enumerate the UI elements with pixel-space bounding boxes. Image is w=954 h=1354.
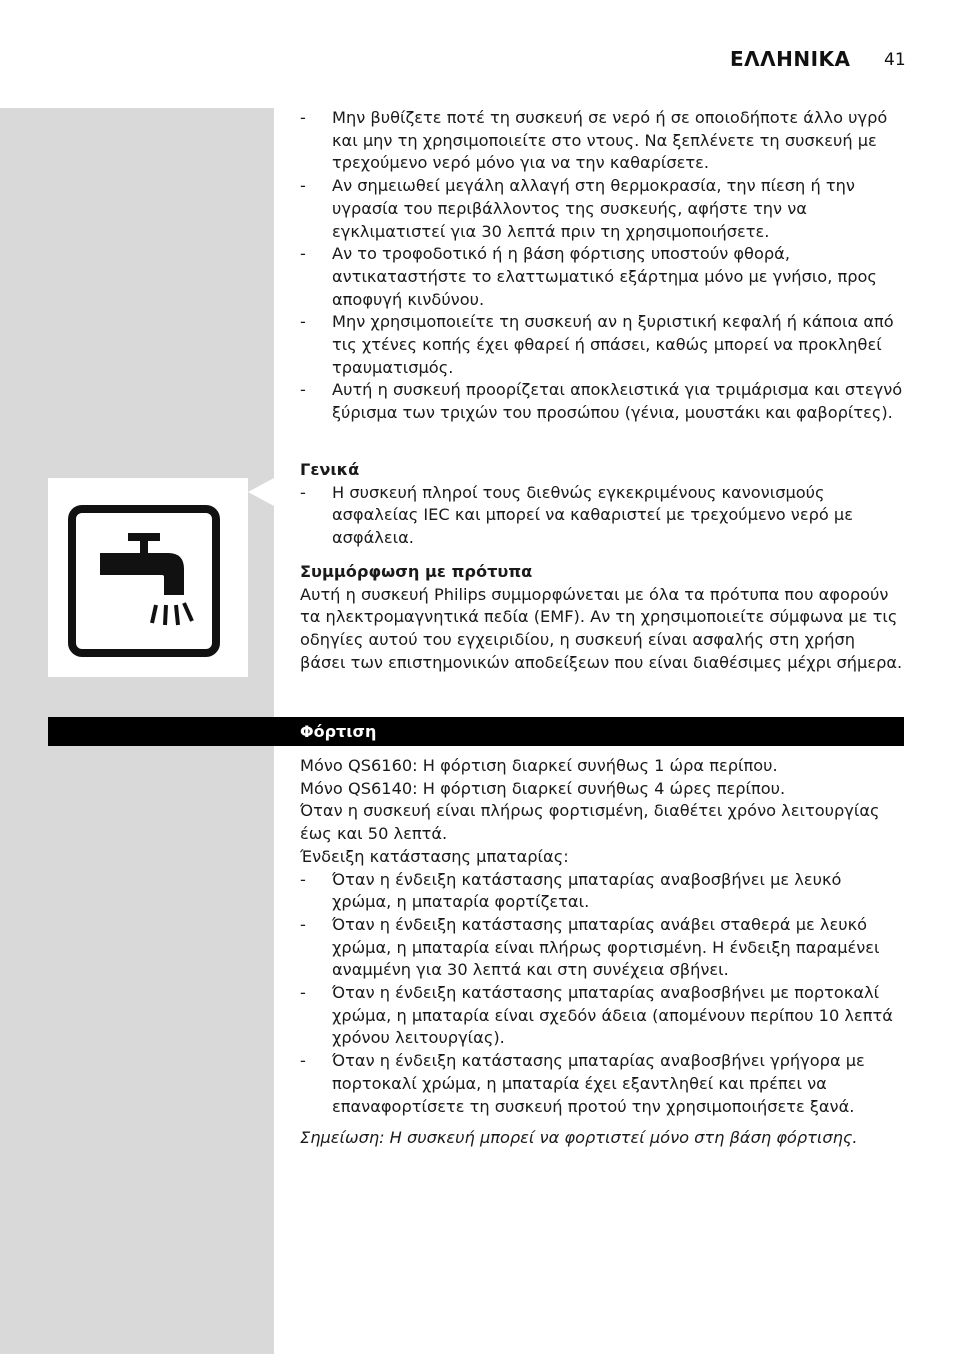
battery-indicator-item: - Όταν η ένδειξη κατάστασης μπαταρίας αναβοσβήνει γρήγορα με πορτοκαλί χρώμα, η μπαταρία έχει εξαντληθεί και πρέπει να επαναφορτίσετε τη συσκευή προτού την χρησιμοποιήσετε ξανά. [300, 1050, 904, 1118]
battery-indicator-list [300, 869, 904, 1119]
section-title-charging: Φόρτιση [300, 722, 377, 741]
warning-item: - Αυτή η συσκευή προορίζεται αποκλειστικά για τριμάρισμα και στεγνό ξύρισμα των τριχών του προσώπου (γένια, μουστάκι και φαβορίτες). [300, 379, 904, 424]
general-list [300, 482, 904, 550]
header-language: ΕΛΛΗΝΙΚΑ [730, 47, 851, 71]
icon-pointer [248, 478, 274, 506]
warnings-list [300, 107, 904, 425]
page-number: 41 [884, 50, 906, 70]
battery-indicator-item: - Όταν η ένδειξη κατάστασης μπαταρίας αναβοσβήνει με πορτοκαλί χρώμα, η μπαταρία είναι σχεδόν άδεια (απομένουν περίπου 10 λεπτά χρόνου λειτουργίας). [300, 982, 904, 1050]
warning-item: - Αν το τροφοδοτικό ή η βάση φόρτισης υποστούν φθορά, αντικαταστήστε το ελαττωματικό εξάρτημα μόνο με γνήσιο, προς αποφυγή κινδύνου. [300, 243, 904, 311]
compliance-block [300, 561, 904, 675]
battery-indicator-item: - Όταν η ένδειξη κατάστασης μπαταρίας αναβοσβήνει με λευκό χρώμα, η μπαταρία φορτίζεται. [300, 869, 904, 914]
warning-item: - Μην βυθίζετε ποτέ τη συσκευή σε νερό ή σε οποιοδήποτε άλλο υγρό και μην τη χρησιμοποιείτε στο ντους. Να ξεπλένετε τη συσκευή με τρεχούμενο νερό μόνο για να την καθαρίσετε. [300, 107, 904, 175]
compliance-text: Αυτή η συσκευή Philips συμμορφώνεται με όλα τα πρότυπα που αφορούν τα ηλεκτρομαγνητικά πεδία (EMF). Αν τη χρησιμοποιείτε σύμφωνα με τις οδηγίες αυτού του εγχειριδίου, η συσκευή είναι ασφαλής στη χρήση βάσει των επιστημονικών αποδείξεων που είναι διαθέσιμες μέχρι σήμερα. [300, 584, 903, 672]
general-block [300, 459, 904, 550]
warning-item: - Αν σημειωθεί μεγάλη αλλαγή στη θερμοκρασία, την πίεση ή την υγρασία του περιβάλλοντος της συσκευής, αφήστε την να εγκλιματιστεί για 30 λεπτά πριν τη χρησιμοποιήσετε. [300, 175, 904, 243]
charging-block [300, 755, 904, 1150]
charging-line: Ένδειξη κατάστασης μπαταρίας: [300, 846, 569, 866]
charging-line: Μόνο QS6140: Η φόρτιση διαρκεί συνήθως 4 ώρες περίπου. [300, 778, 786, 798]
water-tap-icon-panel [48, 478, 248, 677]
water-tap-icon [68, 505, 228, 657]
charging-line: Μόνο QS6160: Η φόρτιση διαρκεί συνήθως 1 ώρα περίπου. [300, 756, 778, 775]
general-heading: Γενικά [300, 460, 360, 479]
charging-note: Σημείωση: Η συσκευή μπορεί να φορτιστεί μόνο στη βάση φόρτισης. [300, 1128, 858, 1148]
charging-line: Όταν η συσκευή είναι πλήρως φορτισμένη, διαθέτει χρόνο λειτουργίας έως και 50 λεπτά. [300, 801, 880, 844]
section-bar [48, 717, 904, 746]
general-item: - Η συσκευή πληροί τους διεθνώς εγκεκριμένους κανονισμούς ασφαλείας IEC και μπορεί να καθαριστεί με τρεχούμενο νερό με ασφάλεια. [300, 482, 904, 550]
warning-item: - Μην χρησιμοποιείτε τη συσκευή αν η ξυριστική κεφαλή ή κάποια από τις χτένες κοπής έχει φθαρεί ή σπάσει, καθώς μπορεί να προκληθεί τραυματισμός. [300, 311, 904, 379]
compliance-heading: Συμμόρφωση με πρότυπα [300, 562, 533, 581]
warnings-block [300, 107, 904, 425]
battery-indicator-item: - Όταν η ένδειξη κατάστασης μπαταρίας ανάβει σταθερά με λευκό χρώμα, η μπαταρία είναι πλήρως φορτισμένη. Η ένδειξη παραμένει αναμμένη για 30 λεπτά και στη συνέχεια σβήνει. [300, 914, 904, 982]
